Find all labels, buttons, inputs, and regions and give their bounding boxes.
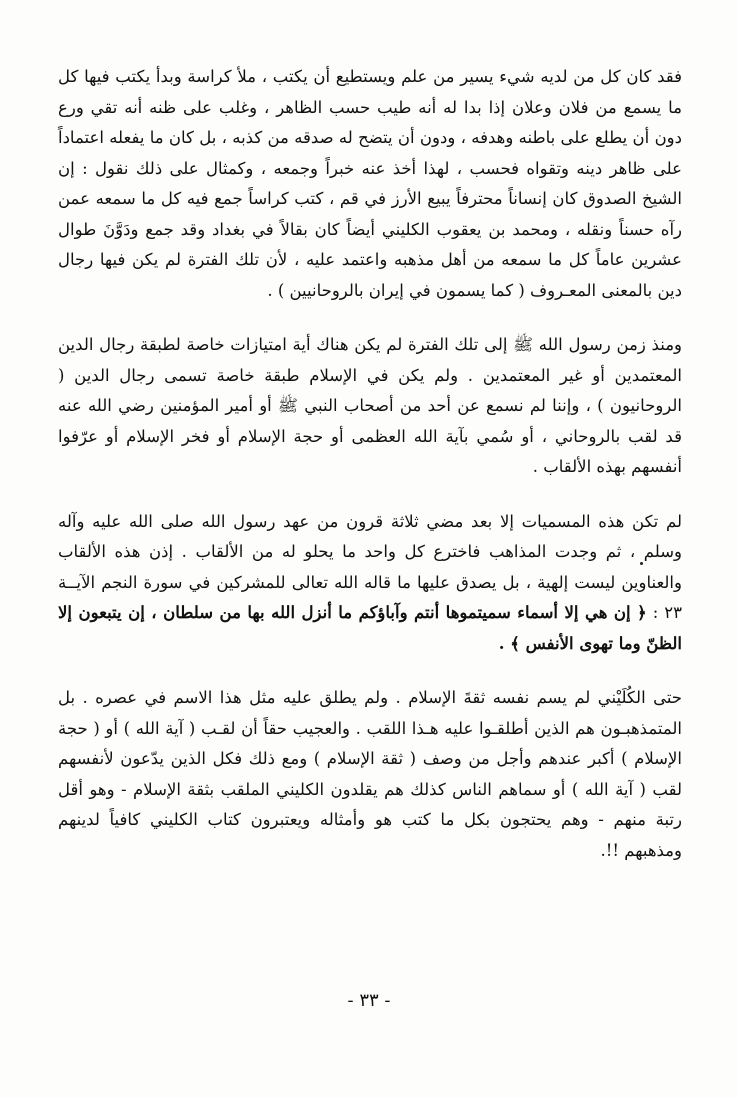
paragraph-2: [58, 330, 682, 483]
paragraph-4-text: حتى الكُلَيْني لم يسم نفسه ثقةَ الإسلام . ولم يطلق عليه مثل هذا الاسم في عصره . بل المتمذهبـون هم الذين أطلقـوا عليه هـذا اللقب . والعجيب حقاً أن لقـب ( آية الله ) أو ( حجة الإسلام ) أكبر عندهم وأجل من وصف ( ثقة الإسلام ) ومع ذلك فكل الذين يدّعون لأنفسهم لقب ( آية الله ) أو سماهم الناس كذلك هم يقلدون الكليني الملقب بثقة الإسلام - وهو أقل رتبة منهم - وهم يحتجون بكل ما كتب هو وأمثاله ويعتبرون كتاب الكليني كافياً لدينهم ومذهبهم !!.: [58, 688, 682, 860]
paragraph-3: [58, 507, 682, 660]
quran-verse: ﴿ إن هي إلا أسماء سميتموها أنتم وآباؤكم ما أنزل الله بها من سلطان ، إن يتبعون إلا الظنّ وما تهوى الأنفس ﴾ .: [58, 603, 682, 653]
paragraph-1-text: فقد كان كل من لديه شيء يسير من علم ويستطيع أن يكتب ، ملأ كراسة وبدأ يكتب فيها كل ما يسمع من فلان وعلان إذا بدا له أنه طيب حسب الظاهر ، وغلب على ظنه أنه تقي ورع دون أن يطلع على باطنه وهدفه ، ودون أن يتضح له صدقه من كذبه ، بل كان ما يفعله اعتماداً على ظاهر دينه وتقواه فحسب ، لهذا أخذ عنه خبراً وجمعه ، وكمثال على ذلك نقول : إن الشيخ الصدوق كان إنساناً محترفاً يبيع الأرز في قم ، كتب كراساً جمع فيه كل ما سمعه عمن رآه حسناً ونقله ، ومحمد بن يعقوب الكليني أيضاً كان بقالاً في بغداد وقد جمع ودَوَّنَ طوال عشرين عاماً كل ما سمعه من أهل مذهبه واعتمد عليه ، لأن تلك الفترة لم يكن فيها رجال دين بالمعنى المعـروف ( كما يسمون في إيران بالروحانيين ) .: [58, 67, 682, 300]
paragraph-4: [58, 683, 682, 866]
paragraph-1: [58, 62, 682, 306]
scan-speck: [640, 562, 643, 565]
paragraph-3-text: لم تكن هذه المسميات إلا بعد مضي ثلاثة قرون من عهد رسول الله صلى الله عليه وآله وسلم ، ثم وجدت المذاهب فاخترع كل واحد ما يحلو له من الألقاب . إذن هذه الألقاب والعناوين ليست إلهية ، بل يصدق عليها ما قاله الله تعالى للمشركين في سورة النجم الآيــة ٢٣ :: [58, 511, 682, 622]
paragraph-2-text: ومنذ زمن رسول الله ﷺ إلى تلك الفترة لم يكن هناك أية امتيازات خاصة لطبقة رجال الدين المعتمدين أو غير المعتمدين . ولم يكن في الإسلام طبقة خاصة تسمى رجال الدين ( الروحانيون ) ، وإننا لم نسمع عن أحد من أصحاب النبي ﷺ أو أمير المؤمنين رضي الله عنه قد لقب بالروحاني ، أو سُمي بآية الله العظمى أو حجة الإسلام أو فخر الإسلام أو عرّفوا أنفسهم بهذه الألقاب .: [58, 335, 682, 476]
page-number: - ٣٣ -: [347, 990, 391, 1011]
